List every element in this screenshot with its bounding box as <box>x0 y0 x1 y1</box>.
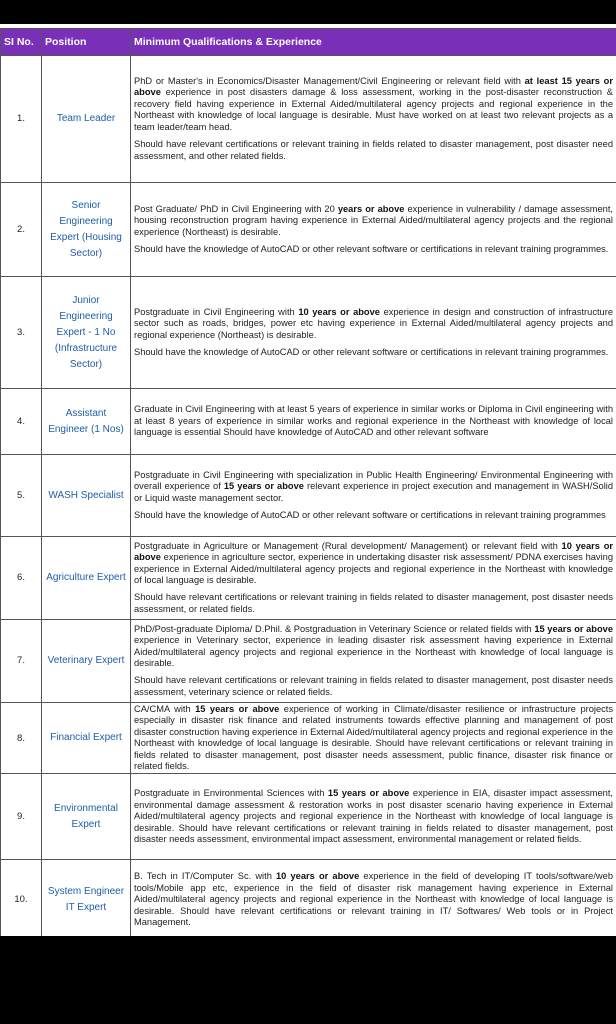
row-number: 9. <box>1 774 42 860</box>
position-name: Environmental Expert <box>42 774 131 860</box>
qualifications-table <box>0 28 616 936</box>
table-row <box>1 183 616 277</box>
body-text: Should have relevant certifications or relevant training in fields related to disaster management, post disaster needs assessment, veterinary science or related fields. <box>134 675 613 697</box>
qualification-paragraph <box>134 624 613 670</box>
emphasis-text: 10 years or above <box>134 540 613 563</box>
header-sl-no: SI No. <box>1 29 42 56</box>
qualification-paragraph <box>134 204 613 238</box>
body-text: experience of working in Climate/disaster resilience or infrastructure projects especially in disaster risk finance and related instruments towards effective planning and management of post disaster construction having experience in External Aided/multilateral agency projects and regional experience in the Northeast with knowledge of local language is desirable. Should have relevant certifications or relevant training in fields related to disaster management, post disaster needs assessment, public finance, disaster risk finance or related fields. <box>134 704 613 772</box>
qualification-paragraph <box>134 541 613 587</box>
position-name: Financial Expert <box>42 703 131 774</box>
qualification-paragraph <box>134 347 613 358</box>
table-header-row <box>1 29 616 56</box>
table-row <box>1 277 616 389</box>
body-text: Postgraduate in Environmental Sciences with <box>134 788 328 799</box>
body-text: Should have knowledge of AutoCAD and other relevant software <box>220 427 489 438</box>
row-number: 3. <box>1 277 42 389</box>
row-number: 7. <box>1 620 42 703</box>
position-name: Veterinary Expert <box>42 620 131 703</box>
row-number: 5. <box>1 455 42 537</box>
qualification-paragraph <box>134 404 613 438</box>
emphasis-text: 15 years or above <box>223 481 304 492</box>
body-text: Post Graduate/ PhD in Civil Engineering with 20 <box>134 203 338 214</box>
header-position: Position <box>42 29 131 56</box>
qualifications-cell <box>131 774 616 860</box>
body-text: Should have relevant certifications or relevant training in fields related to disaster management, post disaster needs assessment, or related fields. <box>134 592 613 614</box>
body-text: experience in EIA, disaster impact assessment, environmental damage assessment & restoration works in post disaster scenario having experience in External Aided/multilateral agency projects and regional experience in the Northeast with knowledge of local language is desirable. Should have relevant certifications or relevant training in fields related to disaster management, post disaster needs assessment, environmental impact assessment, environmental management or related fields. <box>134 788 614 845</box>
document-page <box>0 24 616 936</box>
qualification-paragraph <box>134 139 613 162</box>
qualification-paragraph <box>134 675 613 698</box>
body-text: experience in Veterinary sector, experience in leading disaster risk assessment having experience in External Aided/multilateral agency projects and regional experience in the Northeast with knowledge of local language is desirable. <box>134 635 613 668</box>
header-qualifications: Minimum Qualifications & Experience <box>131 29 616 56</box>
body-text: Should have the knowledge of AutoCAD or other relevant software or certifications in relevant training programmes <box>134 509 606 520</box>
qualifications-cell <box>131 277 616 389</box>
row-number: 2. <box>1 183 42 277</box>
body-text: experience in the field of developing IT tools/software/web tools/Mobile app etc, experience in the field of disaster risk management having experience in External Aided/multilateral agency projects and regional experience in the Northeast with knowledge of local language is desirable. Should have relevant certifications or relevant training in IT/ Softwares/ Web tools or in Project Management. <box>134 871 613 928</box>
row-number: 1. <box>1 56 42 183</box>
body-text: experience in design and construction of infrastructure sector such as roads, bridges, power etc having experience in External Aided/multilateral agency projects and regional experience (Northeast) is desirable. <box>134 306 613 340</box>
qualifications-cell <box>131 183 616 277</box>
body-text: experience in vulnerability / damage assessment, housing reconstruction program having experience in External Aided/multilateral agency projects and the regional experience (Northeast) is desirable. <box>134 203 613 237</box>
body-text: CA/CMA with <box>134 704 196 714</box>
qualification-paragraph <box>134 704 613 772</box>
body-text: PhD or Master's in Economics/Disaster Management/Civil Engineering or relevant field with <box>134 76 525 87</box>
qualifications-cell <box>131 860 616 936</box>
emphasis-text: 10 years or above <box>298 306 380 317</box>
qualification-paragraph <box>134 470 613 504</box>
emphasis-text: 10 years or above <box>276 871 360 882</box>
qualifications-cell <box>131 537 616 620</box>
qualifications-cell <box>131 703 616 774</box>
qualifications-cell <box>131 389 616 455</box>
row-number: 6. <box>1 537 42 620</box>
position-name: Junior Engineering Expert - 1 No (Infrastructure Sector) <box>42 277 131 389</box>
table-row <box>1 455 616 537</box>
qualification-paragraph <box>134 510 613 521</box>
body-text: experience in agriculture sector, experience in undertaking disaster risk assessment/ PDNA exercises having experience in External Aided/multilateral agency projects and regional experience in the Northeast with knowledge of local language is desirable. <box>134 552 613 585</box>
table-row <box>1 703 616 774</box>
table-row <box>1 860 616 936</box>
qualifications-cell <box>131 56 616 183</box>
position-name: Team Leader <box>42 56 131 183</box>
position-name: Assistant Engineer (1 Nos) <box>42 389 131 455</box>
position-name: System Engineer IT Expert <box>42 860 131 936</box>
body-text: Postgraduate in Civil Engineering with specialization in Public Health Engineering/ Environmental Engineering with overall experience of <box>134 469 613 492</box>
body-text: PhD/Post-graduate Diploma/ D.Phil. & Postgraduation in Veterinary Science or related fields with <box>134 623 535 634</box>
table-row <box>1 389 616 455</box>
emphasis-text: 15 years or above <box>195 704 280 714</box>
qualifications-cell <box>131 620 616 703</box>
body-text: Should have the knowledge of AutoCAD or other relevant software or certifications in relevant training programmes. <box>134 346 609 357</box>
qualifications-cell <box>131 455 616 537</box>
table-row <box>1 620 616 703</box>
position-name: WASH Specialist <box>42 455 131 537</box>
body-text: Postgraduate in Civil Engineering with <box>134 306 299 317</box>
row-number: 4. <box>1 389 42 455</box>
body-text: Should have relevant certifications or relevant training in fields related to disaster management, post disaster need assessment, and other related fields. <box>134 139 613 161</box>
body-text: Should have the knowledge of AutoCAD or other relevant software or certifications in relevant training programmes. <box>134 243 609 254</box>
qualification-paragraph <box>134 244 613 255</box>
qualification-paragraph <box>134 76 613 133</box>
row-number: 10. <box>1 860 42 936</box>
position-name: Senior Engineering Expert (Housing Sector) <box>42 183 131 277</box>
emphasis-text: 15 years or above <box>534 623 613 634</box>
body-text: Postgraduate in Agriculture or Management (Rural development/ Management) or relevant field with <box>134 540 562 551</box>
table-row <box>1 56 616 183</box>
emphasis-text: years or above <box>337 203 405 214</box>
qualification-paragraph <box>134 788 613 845</box>
qualification-paragraph <box>134 592 613 615</box>
body-text: relevant experience in project execution and management in WASH/Solid or Liquid waste management sector. <box>134 481 613 503</box>
row-number: 8. <box>1 703 42 774</box>
emphasis-text: at least 15 years or above <box>134 76 613 98</box>
body-text: Graduate in Civil Engineering with at least 5 years of experience in similar works or Diploma in Civil engineering with at least 8 years of experience in similar works and regional experience in the Northeast with knowledge of local language is essential <box>134 404 613 438</box>
body-text: experience in post disasters damage & loss assessment, working in the post-disaster reconstruction & recovery field having experience in External Aided/multilateral agency projects and regional experience in the Northeast with knowledge of local language is desirable. Must have worked on at least two relevant projects as a team leader/team head. <box>134 87 613 132</box>
qualification-paragraph <box>134 307 613 341</box>
qualification-paragraph <box>134 871 613 928</box>
body-text: B. Tech in IT/Computer Sc. with <box>134 871 277 882</box>
position-name: Agriculture Expert <box>42 537 131 620</box>
table-row <box>1 537 616 620</box>
table-row <box>1 774 616 860</box>
emphasis-text: 15 years or above <box>327 788 410 799</box>
